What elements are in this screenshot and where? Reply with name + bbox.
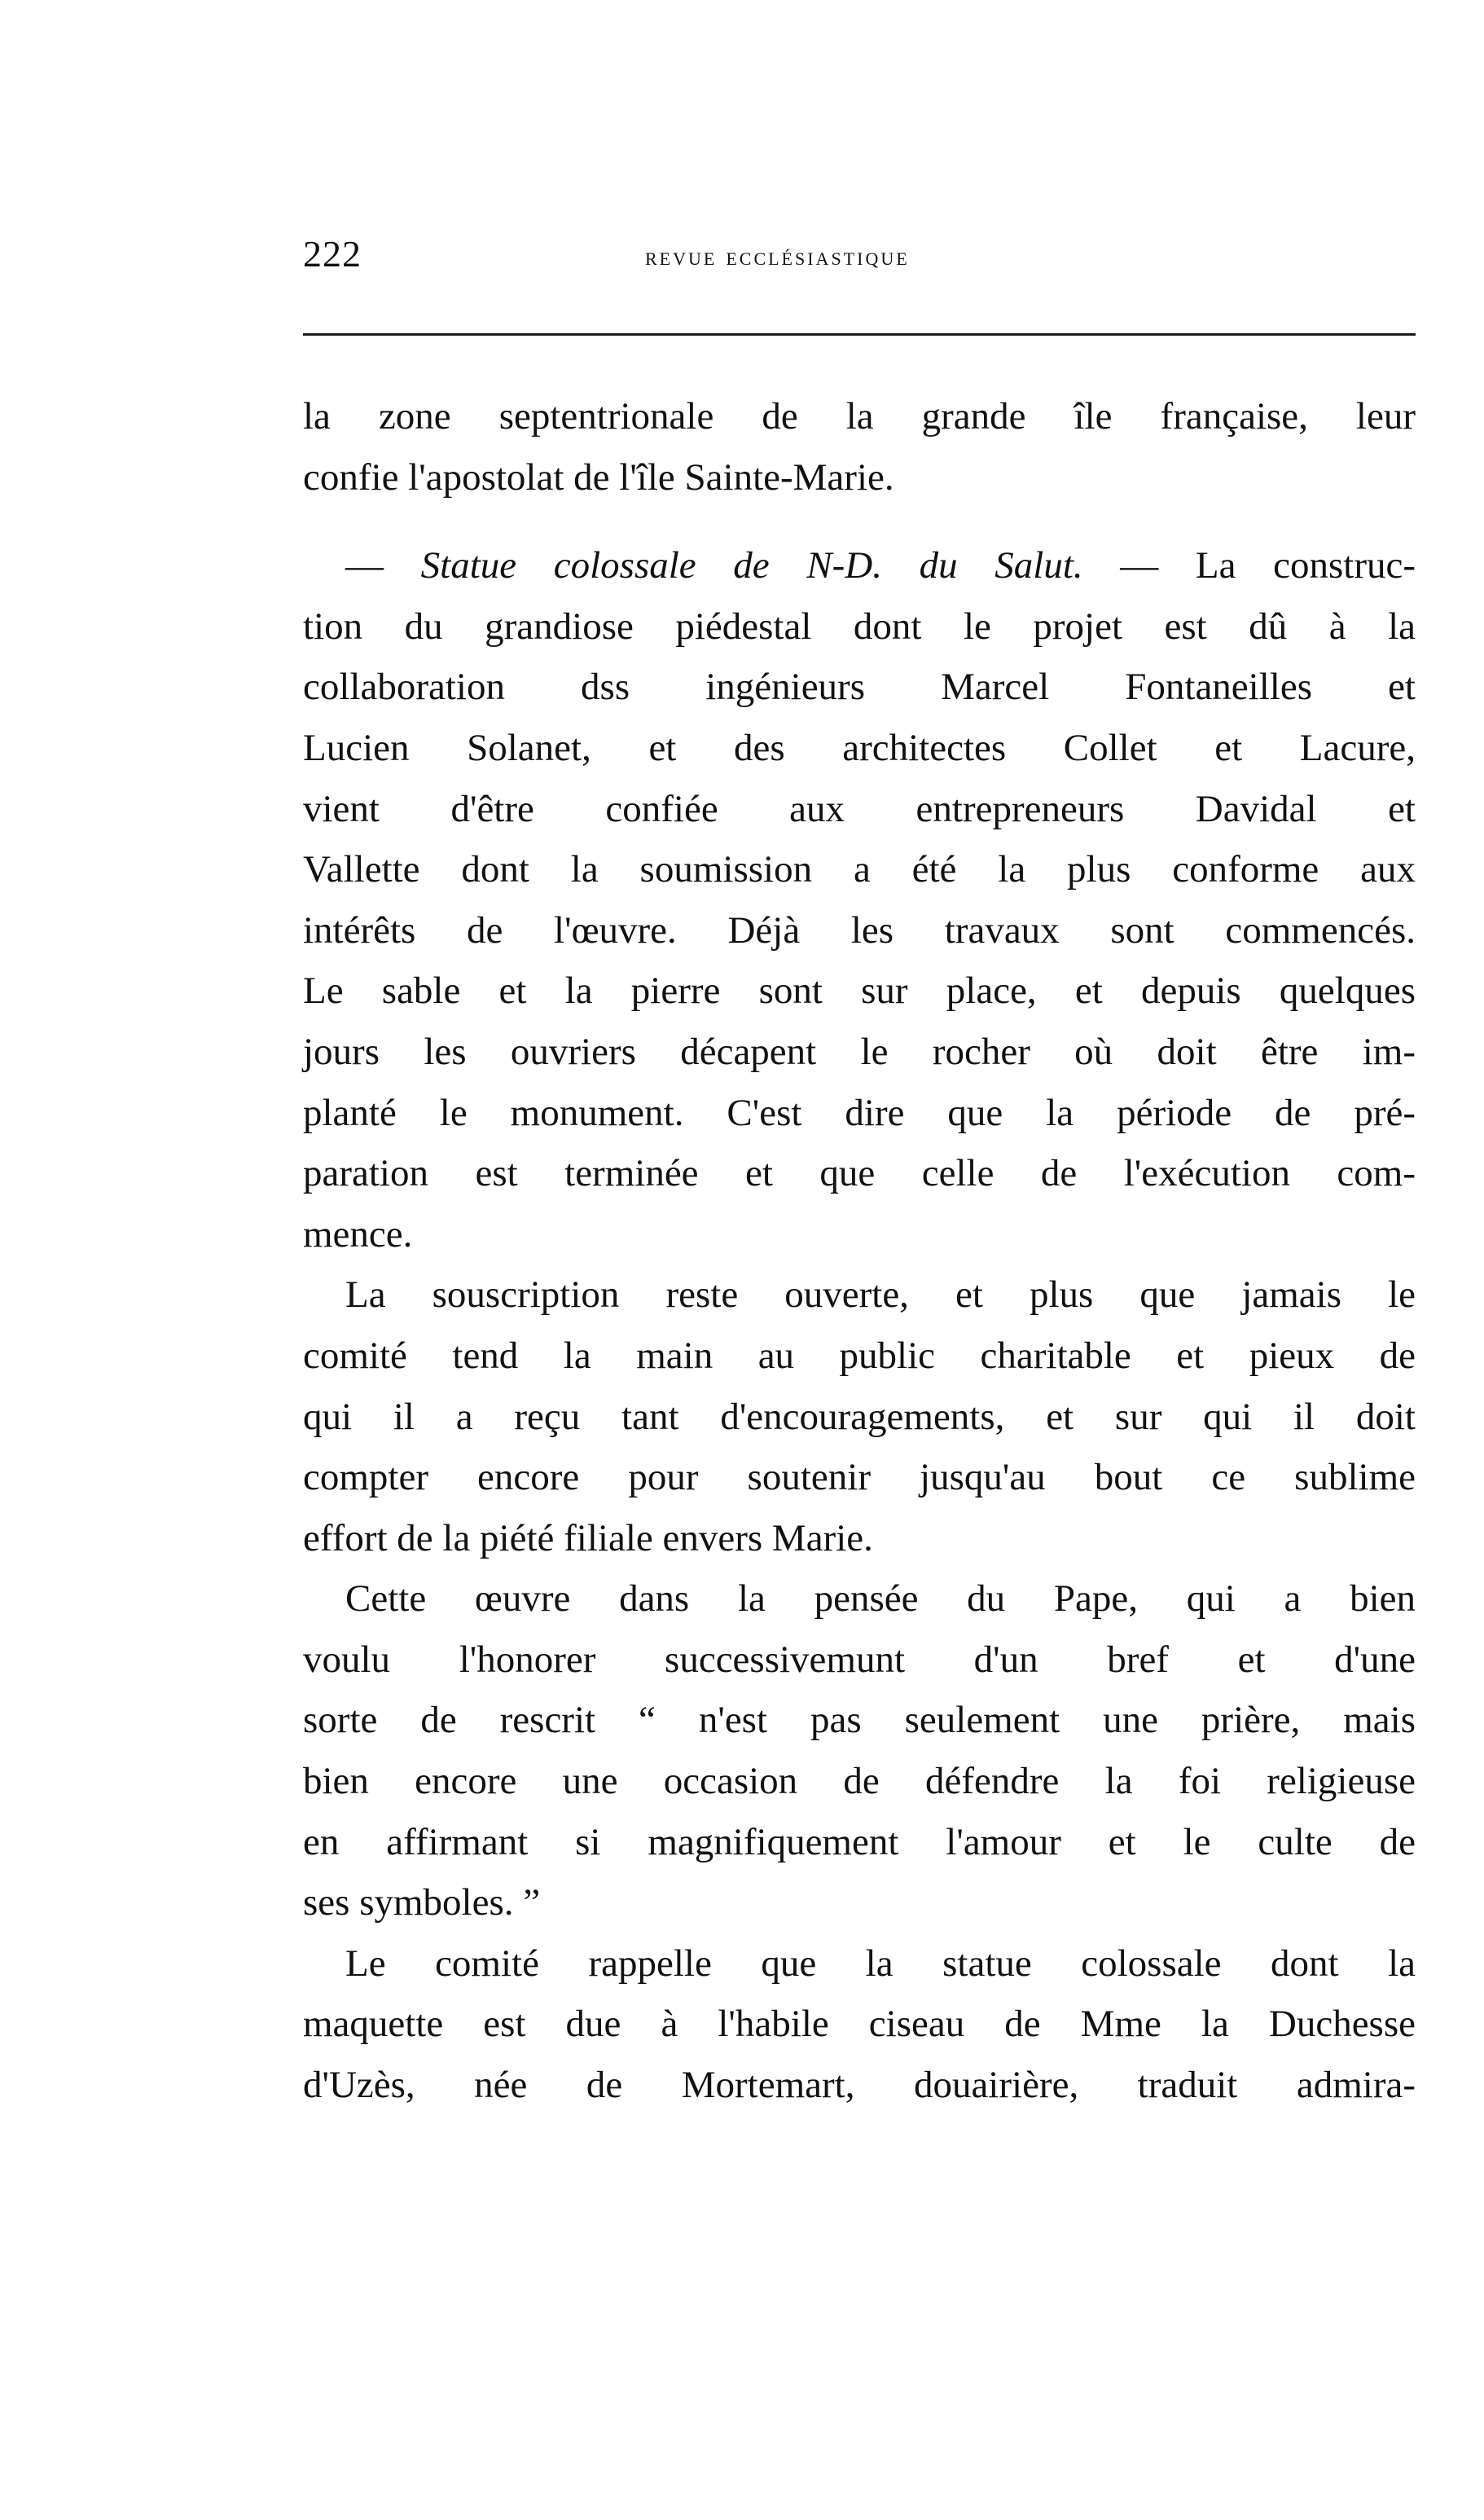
text-line: voulu l'honorer successivemunt d'un bref et d'une <box>303 1638 1416 1681</box>
text-line: comité tend la main au public charitable et pieux de <box>303 1334 1416 1377</box>
text-line: tion du grandiose piédestal dont le projet est dû à la <box>303 605 1416 648</box>
text-line: jours les ouvriers décapent le rocher où doit être im- <box>303 1030 1416 1073</box>
running-header <box>303 230 1416 287</box>
text-line: d'Uzès, née de Mortemart, douairière, traduit admira- <box>303 2064 1416 2107</box>
text-line: sorte de rescrit “ n'est pas seulement une prière, mais <box>303 1699 1416 1742</box>
page-number: 222 <box>303 233 362 275</box>
text-line: mence. <box>303 1212 413 1256</box>
text-line: Vallette dont la soumission a été la plus conforme aux <box>303 848 1416 891</box>
text-line: vient d'être confiée aux entrepreneurs Davidal et <box>303 787 1416 830</box>
text-line: Le sable et la pierre sont sur place, et depuis quelques <box>303 970 1416 1013</box>
text-line: Le comité rappelle que la statue colossale dont la <box>345 1942 1416 1985</box>
text-line: effort de la piété filiale envers Marie. <box>303 1516 873 1559</box>
text-line: maquette est due à l'habile ciseau de Mme la Duchesse <box>303 2003 1416 2046</box>
heading-dash: — <box>345 544 421 587</box>
text-line: confie l'apostolat de l'île Sainte-Marie. <box>303 455 894 499</box>
text-line: compter encore pour soutenir jusqu'au bout ce sublime <box>303 1456 1416 1499</box>
text-line: qui il a reçu tant d'encouragements, et sur qui il doit <box>303 1395 1416 1438</box>
journal-title: revue ecclésiastique <box>645 241 910 270</box>
text-line: planté le monument. C'est dire que la période de pré- <box>303 1091 1416 1134</box>
text-line: la zone septentrionale de la grande île française, leur <box>303 395 1416 438</box>
section-heading-line <box>303 535 1416 596</box>
text-line: ses symboles. ” <box>303 1881 541 1924</box>
heading-continuation: — La construc- <box>1082 544 1416 587</box>
text-line: intérêts de l'œuvre. Déjà les travaux sont commencés. <box>303 908 1416 952</box>
text-line: La souscription reste ouverte, et plus que jamais le <box>345 1273 1416 1317</box>
text-line: Lucien Solanet, et des architectes Collet et Lacure, <box>303 726 1416 769</box>
header-rule <box>303 333 1416 336</box>
text-line: collaboration dss ingénieurs Marcel Fontaneilles et <box>303 666 1416 709</box>
text-line: en affirmant si magnifiquement l'amour et le culte de <box>303 1820 1416 1863</box>
section-title: Statue colossale de N-D. du Salut. <box>420 544 1083 587</box>
text-line: paration est terminée et que celle de l'exécution com- <box>303 1152 1416 1195</box>
text-line: Cette œuvre dans la pensée du Pape, qui a bien <box>345 1577 1416 1621</box>
body-text <box>303 386 1416 2116</box>
text-line: bien encore une occasion de défendre la foi religieuse <box>303 1760 1416 1803</box>
